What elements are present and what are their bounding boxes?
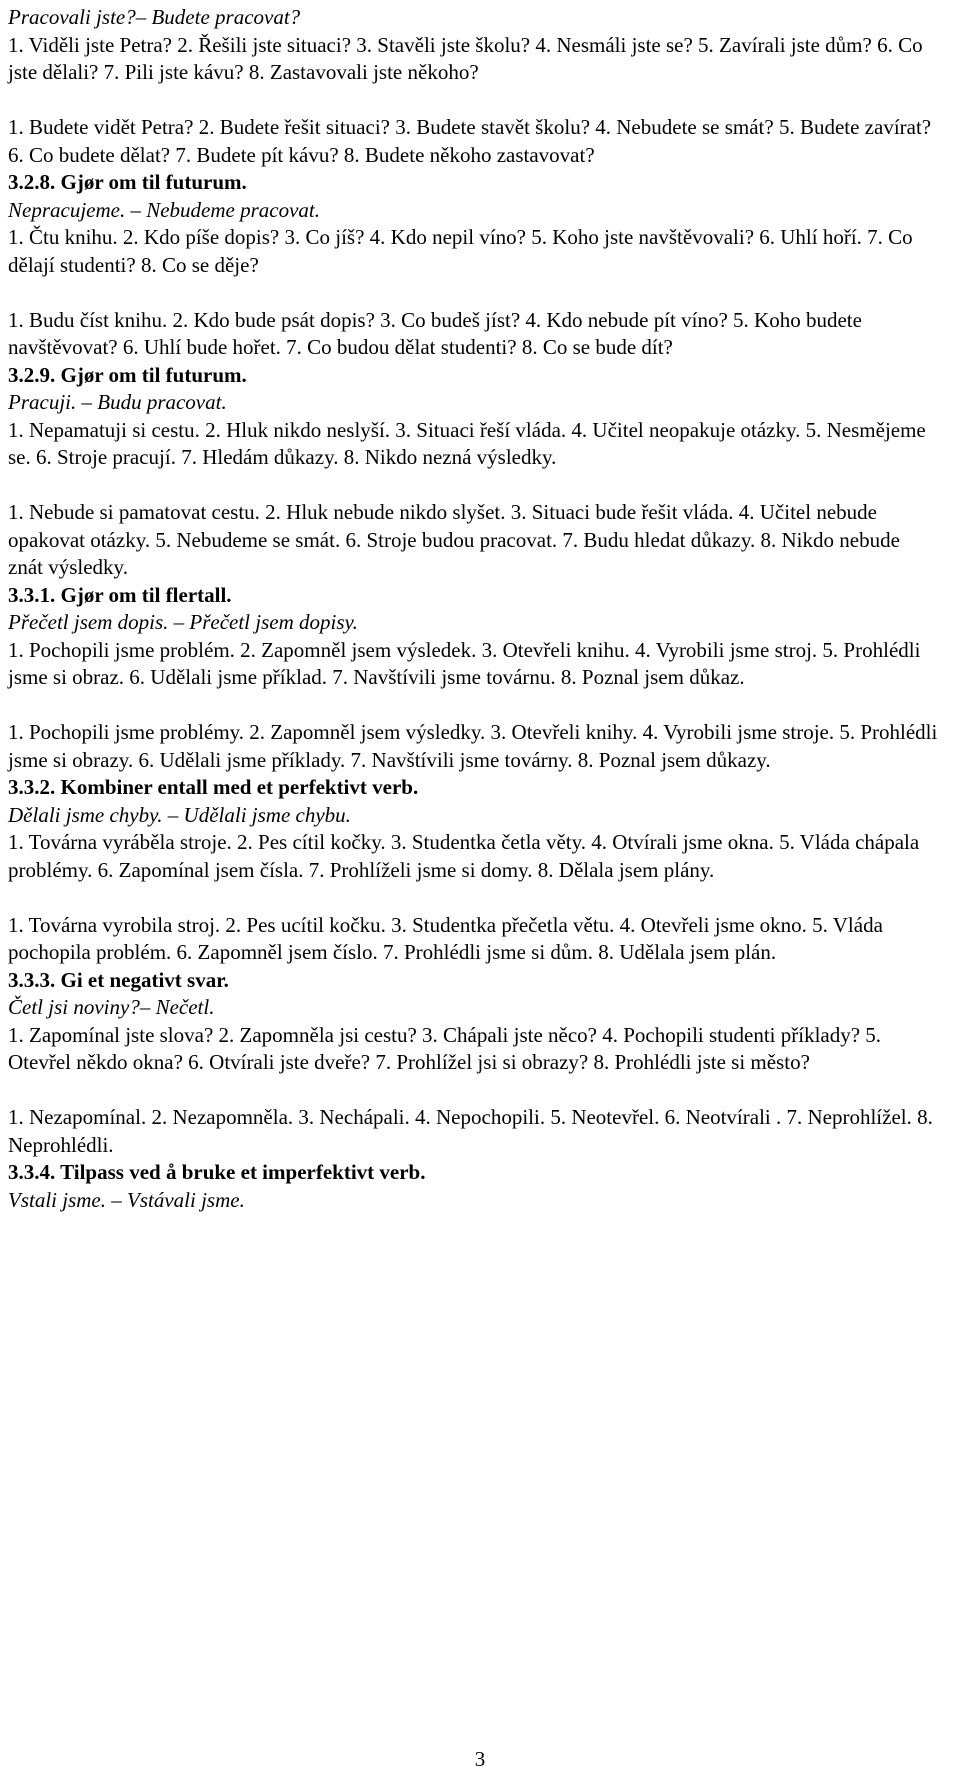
exercise-paragraph: 1. Budete vidět Petra? 2. Budete řešit situaci? 3. Budete stavět školu? 4. Nebudete se smát? 5. Budete zavírat? 6. Co budete dělat? 7. Budete pít kávu? 8. Budete někoho zastavovat? (8, 115, 932, 167)
exercise-paragraph: 1. Zapomínal jste slova? 2. Zapomněla jsi cestu? 3. Chápali jste něco? 4. Pochopili studenti příklady? 5. Otevřel někdo okna? 6. Otvírali jste dveře? 7. Prohlížel jsi si obrazy? 8. Prohlédli jste si město? (8, 1022, 882, 1074)
exercise-paragraph: 1. Továrna vyráběla stroje. 2. Pes cítil kočky. 3. Studentka četla věty. 4. Otvírali jsme okna. 5. Vláda chápala problémy. 6. Zapomínal jsem čísla. 7. Prohlíželi jsme si domy. 8. Dělala jsem plány. (8, 830, 920, 882)
exercise-heading: 3.3.4. Tilpass ved å bruke et imperfektivt verb. (8, 1160, 426, 1184)
example-line: Pracuji. – Budu pracovat. (8, 390, 227, 414)
exercise-heading: 3.3.2. Kombiner entall med et perfektivt verb. (8, 775, 419, 799)
exercise-heading: 3.3.3. Gi et negativt svar. (8, 967, 229, 992)
exercise-paragraph: 1. Továrna vyrobila stroj. 2. Pes ucítil kočku. 3. Studentka přečetla větu. 4. Otevřeli jsme okno. 5. Vláda pochopila problém. 6. Zapomněl jsem číslo. 7. Prohlédli jsme si dům. 8. Udělala jsem plán. (8, 912, 883, 964)
exercise-heading: 3.3.1. Gjør om til flertall. (8, 582, 232, 607)
exercise-paragraph: 1. Budu číst knihu. 2. Kdo bude psát dopis? 3. Co budeš jíst? 4. Kdo nebude pít víno? 5. Koho budete navštěvovat? 6. Uhlí bude hořet. 7. Co budou dělat studenti? 8. Co se bude dít? (8, 307, 862, 359)
page-number: 3 (474, 1747, 486, 1771)
example-line: Pracovali jste?– Budete pracovat? (8, 5, 301, 29)
exercise-paragraph: 1. Čtu knihu. 2. Kdo píše dopis? 3. Co jíš? 4. Kdo nepil víno? 5. Koho jste navštěvovali? 6. Uhlí hoří. 7. Co dělají studenti? 8. Co se děje? (8, 225, 913, 277)
exercise-paragraph: 1. Pochopili jsme problém. 2. Zapomněl jsem výsledek. 3. Otevřeli knihu. 4. Vyrobili jsme stroj. 5. Prohlédli jsme si obraz. 6. Udělali jsme příklad. 7. Navštívili jsme továrnu. 8. Poznal jsem důkaz. (8, 637, 921, 689)
page-content (8, 4, 938, 1214)
example-line: Přečetl jsem dopis. – Přečetl jsem dopisy. (8, 610, 358, 634)
example-line: Vstali jsme. – Vstávali jsme. (8, 1187, 245, 1212)
exercise-heading: 3.2.9. Gjør om til futurum. (8, 362, 247, 387)
exercise-paragraph: 1. Nezapomínal. 2. Nezapomněla. 3. Nechápali. 4. Nepochopili. 5. Neotevřel. 6. Neotvírali . 7. Neprohlížel. 8. Neprohlédli. (8, 1105, 933, 1157)
exercise-paragraph: 1. Nepamatuji si cestu. 2. Hluk nikdo neslyší. 3. Situaci řeší vláda. 4. Učitel neopakuje otázky. 5. Nesmějeme se. 6. Stroje pracují. 7. Hledám důkazy. 8. Nikdo nezná výsledky. (8, 417, 926, 469)
exercise-heading: 3.2.8. Gjør om til futurum. (8, 170, 247, 194)
exercise-paragraph: 1. Pochopili jsme problémy. 2. Zapomněl jsem výsledky. 3. Otevřeli knihy. 4. Vyrobili jsme stroje. 5. Prohlédli jsme si obrazy. 6. Udělali jsme příklady. 7. Navštívili jsme továrny. 8. Poznal jsem důkazy. (8, 720, 938, 772)
example-line: Četl jsi noviny?– Nečetl. (8, 995, 215, 1019)
example-line: Dělali jsme chyby. – Udělali jsme chybu. (8, 802, 351, 827)
exercise-paragraph: 1. Viděli jste Petra? 2. Řešili jste situaci? 3. Stavěli jste školu? 4. Nesmáli jste se? 5. Zavírali jste dům? 6. Co jste dělali? 7. Pili jste kávu? 8. Zastavovali jste někoho? (8, 32, 923, 84)
example-line: Nepracujeme. – Nebudeme pracovat. (8, 197, 320, 222)
exercise-paragraph: 1. Nebude si pamatovat cestu. 2. Hluk nebude nikdo slyšet. 3. Situaci bude řešit vláda. 4. Učitel nebude opakovat otázky. 5. Nebudeme se smát. 6. Stroje budou pracovat. 7. Budu hledat důkazy. 8. Nikdo nebude znát výsledky. (8, 500, 900, 579)
